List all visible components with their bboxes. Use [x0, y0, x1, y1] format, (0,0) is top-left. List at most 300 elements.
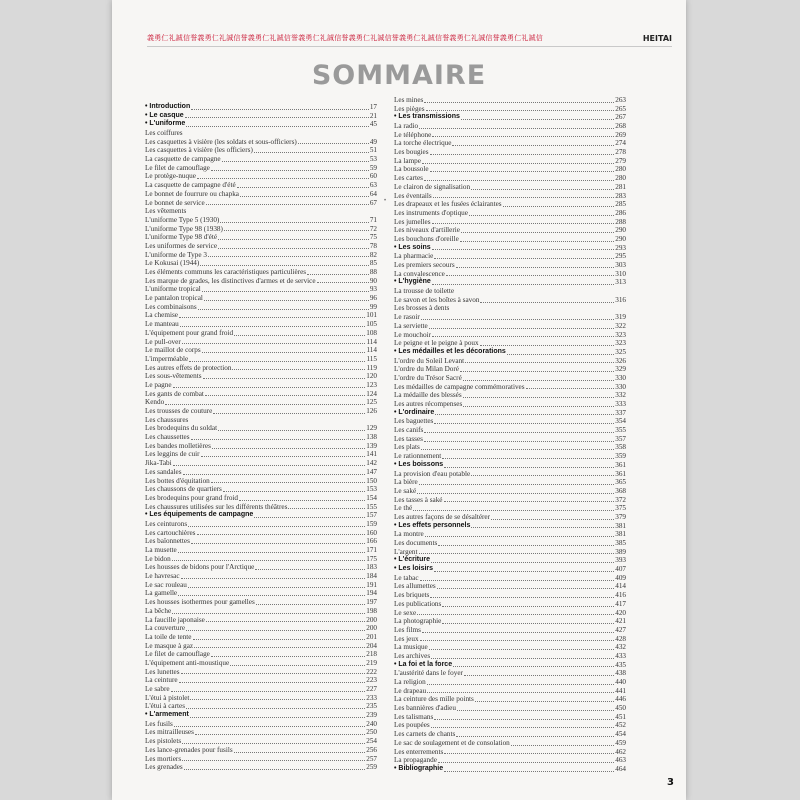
toc-entry-label: [394, 278, 431, 287]
toc-entry-label: [145, 190, 239, 199]
dot-leader: [424, 441, 614, 442]
toc-entry-label: [394, 721, 430, 730]
toc-entry-label: [145, 450, 200, 459]
toc-entry: [145, 320, 377, 329]
toc-entry-page: 375: [615, 504, 626, 513]
dot-leader: [453, 666, 614, 667]
toc-entry-text: Les publications: [394, 599, 442, 608]
toc-entry-page: 17: [369, 102, 377, 111]
toc-entry: [145, 755, 377, 764]
toc-entry-label: [145, 424, 217, 433]
dot-leader: [191, 543, 365, 544]
toc-entry: [145, 659, 377, 668]
toc-entry-text: Les chaussures utilisées sur les différents théâtres: [145, 502, 288, 511]
toc-entry-text: Les pistolets: [145, 737, 182, 746]
toc-entry-label: [394, 357, 464, 366]
toc-entry-label: [394, 669, 463, 678]
toc-entry-page: 108: [366, 328, 377, 337]
toc-entry-text: Les transmissions: [398, 113, 460, 121]
dot-leader: [431, 562, 614, 563]
toc-entry-page: 313: [615, 278, 626, 287]
toc-entry-text: La ceinture: [145, 676, 178, 685]
dot-leader: [430, 154, 615, 155]
toc-entry-text: L'étui à cartes: [145, 702, 186, 711]
toc-entry-label: [145, 303, 197, 312]
toc-entry: [145, 346, 377, 355]
toc-entry: [394, 331, 626, 340]
toc-entry-label: [145, 251, 207, 260]
toc-entry-label: [145, 320, 179, 329]
toc-entry-text: Les archives: [394, 651, 431, 660]
toc-entry-page: 281: [615, 182, 626, 191]
toc-entry-label: [145, 259, 199, 268]
toc-entry-label: [145, 155, 221, 164]
toc-entry: [394, 678, 626, 687]
dot-leader: [431, 658, 614, 659]
dot-leader: [511, 745, 614, 746]
dot-leader: [438, 762, 614, 763]
toc-entry: [145, 251, 377, 260]
dot-leader: [444, 501, 615, 502]
dot-leader: [480, 302, 614, 303]
toc-entry-text: L'uniforme tropical: [145, 285, 201, 294]
toc-entry-page: 120: [366, 372, 377, 381]
toc-entry-page: 355: [615, 426, 626, 435]
toc-entry: [394, 322, 626, 331]
toc-entry-page: 197: [366, 598, 377, 607]
toc-entry-label: [394, 270, 445, 279]
toc-entry-text: Le maillot de corps: [145, 346, 201, 355]
toc-entry-label: [145, 563, 254, 572]
toc-entry-label: [394, 487, 416, 496]
toc-entry-page: 142: [366, 459, 377, 468]
toc-entry-label: [145, 138, 297, 147]
toc-entry-page: 201: [366, 632, 377, 641]
toc-entry: [394, 383, 626, 392]
toc-entry-text: L'ordre du Milan Doré: [394, 365, 459, 374]
toc-entry-label: [394, 713, 433, 722]
toc-entry-page: 462: [615, 747, 626, 756]
toc-entry-text: Le drapeau: [394, 686, 427, 695]
toc-entry-label: [145, 511, 253, 520]
dot-leader: [434, 719, 614, 720]
toc-entry: [145, 668, 377, 677]
toc-entry-label: [394, 165, 429, 174]
dot-leader: [174, 726, 365, 727]
toc-entry: [145, 616, 377, 625]
dot-leader: [424, 102, 614, 103]
toc-entry-page: 323: [615, 339, 626, 348]
toc-entry-page: 310: [615, 269, 626, 278]
toc-entry: [394, 756, 626, 765]
toc-entry-label: [145, 668, 180, 677]
toc-entry-page: 250: [366, 728, 377, 737]
toc-entry-label: [145, 416, 188, 425]
toc-entry-text: Les éventails: [394, 191, 432, 200]
toc-entry: [394, 470, 626, 479]
toc-entry: [394, 417, 626, 426]
dot-leader: [417, 493, 614, 494]
toc-entry-page: 71: [369, 215, 377, 224]
toc-entry-text: Le clairon de signalisation: [394, 182, 471, 191]
toc-entry: [394, 122, 626, 131]
toc-entry-text: Les bandes molletières: [145, 441, 211, 450]
toc-entry-text: Le pull-over: [145, 337, 181, 346]
toc-entry-page: 435: [615, 660, 626, 669]
toc-entry-text: Les bouchons d'oreille: [394, 234, 459, 243]
toc-entry-page: 171: [366, 546, 377, 555]
toc-section-entry: [145, 112, 377, 121]
toc-entry-text: Les soins: [398, 243, 431, 251]
toc-entry-label: [145, 381, 172, 390]
toc-entry-text: Les premiers secours: [394, 261, 455, 270]
page-number: 3: [667, 777, 674, 788]
bullet-icon: •: [394, 660, 399, 668]
toc-entry-label: [145, 529, 196, 538]
toc-entry-page: 200: [366, 615, 377, 624]
dot-leader: [431, 727, 614, 728]
toc-entry: [145, 233, 377, 242]
toc-entry-label: [145, 103, 190, 112]
toc-entry: [145, 607, 377, 616]
bullet-icon: •: [394, 565, 399, 573]
toc-entry-page: 420: [615, 608, 626, 617]
toc-entry-page: 78: [369, 241, 377, 250]
toc-entry-label: [145, 702, 185, 711]
toc-entry-page: 105: [366, 320, 377, 329]
toc-entry-text: Le mouchoir: [394, 330, 431, 339]
dot-leader: [255, 569, 365, 570]
dot-leader: [189, 361, 365, 362]
dot-leader: [182, 343, 366, 344]
toc-entry-label: [394, 609, 416, 618]
toc-entry-page: 139: [366, 441, 377, 450]
toc-entry-page: 166: [366, 537, 377, 546]
toc-entry-label: [394, 756, 437, 765]
toc-entry-page: 417: [615, 599, 626, 608]
toc-entry: [394, 374, 626, 383]
toc-entry-text: La provision d'eau potable: [394, 469, 471, 478]
toc-entry-text: La trousse de toilette: [394, 287, 455, 296]
bullet-icon: •: [394, 347, 399, 355]
toc-entry-label: [145, 398, 164, 407]
toc-entry-text: Les ceinturons: [145, 519, 188, 528]
toc-entry-text: Les casquettes à visière (les officiers): [145, 146, 253, 155]
toc-entry-text: Les équipements de campagne: [149, 511, 254, 519]
toc-entry-page: 150: [366, 476, 377, 485]
bullet-icon: •: [394, 408, 399, 416]
dot-leader: [461, 119, 614, 120]
dot-leader: [179, 682, 366, 683]
toc-entry-label: [145, 494, 238, 503]
toc-entry: [394, 365, 626, 374]
toc-entry-text: Les loisirs: [398, 565, 434, 573]
toc-section-entry: [145, 711, 377, 720]
dot-leader: [429, 649, 614, 650]
toc-section-entry: [394, 348, 626, 357]
toc-entry: [394, 218, 626, 227]
toc-entry-page: 160: [366, 528, 377, 537]
toc-entry-text: Le pagne: [145, 380, 172, 389]
toc-entry-page: 330: [615, 382, 626, 391]
toc-entry-text: La couverture: [145, 624, 186, 633]
toc-entry-page: 381: [615, 530, 626, 539]
toc-entry: [145, 763, 377, 772]
toc-entry: [145, 199, 377, 208]
toc-entry-page: 379: [615, 512, 626, 521]
toc-entry-label: [145, 746, 233, 755]
toc-entry-label: [145, 520, 187, 529]
toc-entry-page: 280: [615, 174, 626, 183]
toc-entry-label: [394, 131, 431, 140]
dot-leader: [444, 753, 614, 754]
dot-leader: [469, 215, 614, 216]
dot-leader: [208, 256, 369, 257]
dot-leader: [184, 769, 366, 770]
toc-entry-page: 407: [615, 565, 626, 574]
toc-entry-label: [145, 242, 217, 251]
dot-leader: [185, 117, 369, 118]
toc-entry-label: [394, 226, 460, 235]
toc-entry-page: 288: [615, 217, 626, 226]
toc-entry-page: 256: [366, 745, 377, 754]
toc-entry-text: Le pantalon tropical: [145, 294, 203, 303]
toc-entry-page: 159: [366, 519, 377, 528]
toc-entry: [145, 485, 377, 494]
toc-entry-page: 85: [369, 259, 377, 268]
dot-leader: [307, 274, 369, 275]
dot-leader: [172, 560, 365, 561]
toc-entry: [145, 294, 377, 303]
toc-entry-label: [394, 574, 419, 583]
dot-leader: [256, 604, 365, 605]
toc-entry-label: [145, 268, 306, 277]
toc-entry: [394, 235, 626, 244]
toc-entry-label: [394, 452, 441, 461]
toc-entry-text: L'uniforme Type 5 (1930): [145, 215, 220, 224]
toc-entry-text: L'argent: [394, 547, 418, 556]
toc-entry-label: [394, 748, 443, 757]
dot-leader: [202, 352, 366, 353]
dot-leader: [429, 328, 614, 329]
toc-entry-label: [394, 695, 474, 704]
dot-leader: [195, 734, 365, 735]
toc-entry-text: Bibliographie: [398, 764, 444, 772]
toc-entry-label: [145, 355, 188, 364]
toc-entry-text: La pharmacie: [394, 252, 434, 261]
toc-entry-page: 451: [615, 712, 626, 721]
toc-entry-page: 438: [615, 669, 626, 678]
toc-entry-text: L'austérité dans le foyer: [394, 669, 463, 678]
toc-entry-text: La bêche: [145, 606, 172, 615]
toc-entry-page: 82: [369, 250, 377, 259]
toc-entry: [394, 105, 626, 114]
toc-entry-text: Les chaussons de quartiers: [145, 485, 222, 494]
toc-entry: [394, 192, 626, 201]
dot-leader: [526, 388, 615, 389]
toc-entry-text: Les autres façons de se désaltérer: [394, 512, 490, 521]
toc-entry-page: 269: [615, 130, 626, 139]
toc-entry: [145, 563, 377, 572]
toc-entry: [394, 157, 626, 166]
toc-entry-page: 464: [615, 764, 626, 773]
toc-entry-label: [394, 235, 459, 244]
toc-entry-label: [394, 556, 430, 565]
dot-leader: [205, 395, 365, 396]
toc-entry-label: [145, 581, 187, 590]
toc-entry-page: 283: [615, 191, 626, 200]
toc-entry-text: La propagande: [394, 756, 437, 765]
toc-entry-label: [394, 139, 451, 148]
dot-leader: [419, 128, 614, 129]
toc-section-entry: [394, 565, 626, 574]
dot-leader: [432, 223, 615, 224]
toc-entry: [145, 285, 377, 294]
toc-entry-label: [145, 468, 182, 477]
toc-entry-text: Le manteau: [145, 320, 179, 329]
toc-entry-label: [394, 183, 470, 192]
toc-entry-page: 75: [369, 233, 377, 242]
toc-entry-text: L'écriture: [398, 556, 431, 564]
toc-entry: [145, 207, 377, 216]
toc-entry-text: Les films: [394, 625, 421, 634]
toc-entry-text: L'ordre du Soleil Levant: [394, 356, 465, 365]
toc-entry: [394, 339, 626, 348]
toc-entry: [145, 685, 377, 694]
toc-entry: [394, 313, 626, 322]
toc-entry-text: Les uniformes de service: [145, 241, 218, 250]
toc-entry-label: [394, 548, 418, 557]
toc-entry-label: [145, 164, 210, 173]
page-title: SOMMAIRE: [311, 60, 487, 91]
dot-leader: [471, 527, 614, 528]
toc-entry-text: Les chaussures: [145, 415, 189, 424]
toc-entry-label: [145, 181, 236, 190]
toc-entry: [394, 148, 626, 157]
toc-entry-page: 200: [366, 624, 377, 633]
toc-entry-text: Les brosses à dents: [394, 304, 450, 313]
toc-entry: [394, 748, 626, 757]
toc-entry-text: Le sac de soulagement et de consolation: [394, 738, 510, 747]
toc-entry-text: Le bonnet de service: [145, 198, 205, 207]
dot-leader: [421, 449, 614, 450]
center-mark: •: [384, 198, 387, 204]
toc-entry-page: 233: [366, 693, 377, 702]
toc-entry-label: [394, 322, 428, 331]
toc-entry-label: [394, 435, 423, 444]
toc-entry: [394, 687, 626, 696]
dot-leader: [198, 309, 369, 310]
dot-leader: [471, 189, 614, 190]
toc-entry-label: [145, 676, 178, 685]
dot-leader: [178, 552, 365, 553]
toc-entry-text: Les autres récompenses: [394, 400, 463, 409]
toc-entry-page: 265: [615, 104, 626, 113]
toc-entry: [145, 129, 377, 138]
toc-entry: [145, 590, 377, 599]
toc-entry-page: 88: [369, 268, 377, 277]
toc-entry-label: [145, 763, 183, 772]
dot-leader: [222, 161, 369, 162]
toc-entry-text: Les vêtements: [145, 207, 187, 216]
toc-entry-text: Le thé: [394, 504, 413, 513]
toc-entry-label: [145, 199, 205, 208]
dot-leader: [240, 196, 369, 197]
dot-leader: [239, 500, 365, 501]
toc-entry-page: 337: [615, 408, 626, 417]
toc-entry-text: Le Kokusai (1944): [145, 259, 200, 268]
toc-entry: [145, 720, 377, 729]
toc-entry: [145, 268, 377, 277]
toc-entry-text: Les bougies: [394, 148, 429, 157]
toc-entry-label: [145, 364, 231, 373]
toc-entry-text: Les mitrailleuses: [145, 728, 194, 737]
bullet-icon: •: [394, 521, 399, 529]
toc-entry-page: 421: [615, 617, 626, 626]
toc-entry-label: [394, 339, 479, 348]
dot-leader: [444, 771, 614, 772]
bullet-icon: •: [145, 120, 150, 128]
toc-entry-label: [145, 216, 219, 225]
toc-entry-label: [394, 313, 420, 322]
toc-entry-page: 368: [615, 486, 626, 495]
dot-leader: [434, 571, 614, 572]
dot-leader: [232, 369, 365, 370]
toc-entry-label: [394, 218, 431, 227]
toc-entry: [394, 617, 626, 626]
toc-entry-label: [145, 129, 183, 138]
dot-leader: [456, 267, 615, 268]
toc-entry-label: [394, 652, 430, 661]
toc-section-entry: [394, 461, 626, 470]
dot-leader: [425, 536, 614, 537]
dot-leader: [417, 614, 614, 615]
bullet-icon: •: [394, 764, 399, 772]
toc-entry-page: 329: [615, 365, 626, 374]
toc-entry: [394, 444, 626, 453]
toc-entry-text: Les housses de bidons pour l'Arctique: [145, 563, 255, 572]
toc-entry-page: 293: [615, 243, 626, 252]
toc-entry: [394, 391, 626, 400]
toc-entry-page: 428: [615, 634, 626, 643]
toc-entry-page: 257: [366, 754, 377, 763]
dot-leader: [173, 387, 366, 388]
toc-entry: [394, 504, 626, 513]
toc-entry-text: Les baïonnettes: [145, 537, 190, 546]
toc-entry-label: [394, 513, 490, 522]
toc-entry-label: [145, 616, 205, 625]
toc-entry-text: La bière: [394, 478, 418, 487]
toc-entry-label: [394, 591, 429, 600]
toc-entry-text: La convalescence: [394, 269, 445, 278]
toc-entry: [394, 435, 626, 444]
toc-section-entry: [394, 244, 626, 253]
toc-entry-label: [394, 600, 441, 609]
toc-entry-page: 332: [615, 391, 626, 400]
toc-entry: [145, 555, 377, 564]
toc-entry-label: [394, 200, 502, 209]
toc-entry-label: [145, 572, 180, 581]
toc-entry-page: 463: [615, 756, 626, 765]
toc-entry-text: Les bottes d'équitation: [145, 476, 210, 485]
toc-entry: [145, 694, 377, 703]
toc-entry: [145, 329, 377, 338]
toc-entry-text: Les cartouchières: [145, 528, 196, 537]
toc-entry-label: [394, 765, 443, 774]
toc-entry: [145, 216, 377, 225]
toc-entry-text: Le bonnet de fourrure ou chapka: [145, 189, 239, 198]
dot-leader: [426, 110, 615, 111]
